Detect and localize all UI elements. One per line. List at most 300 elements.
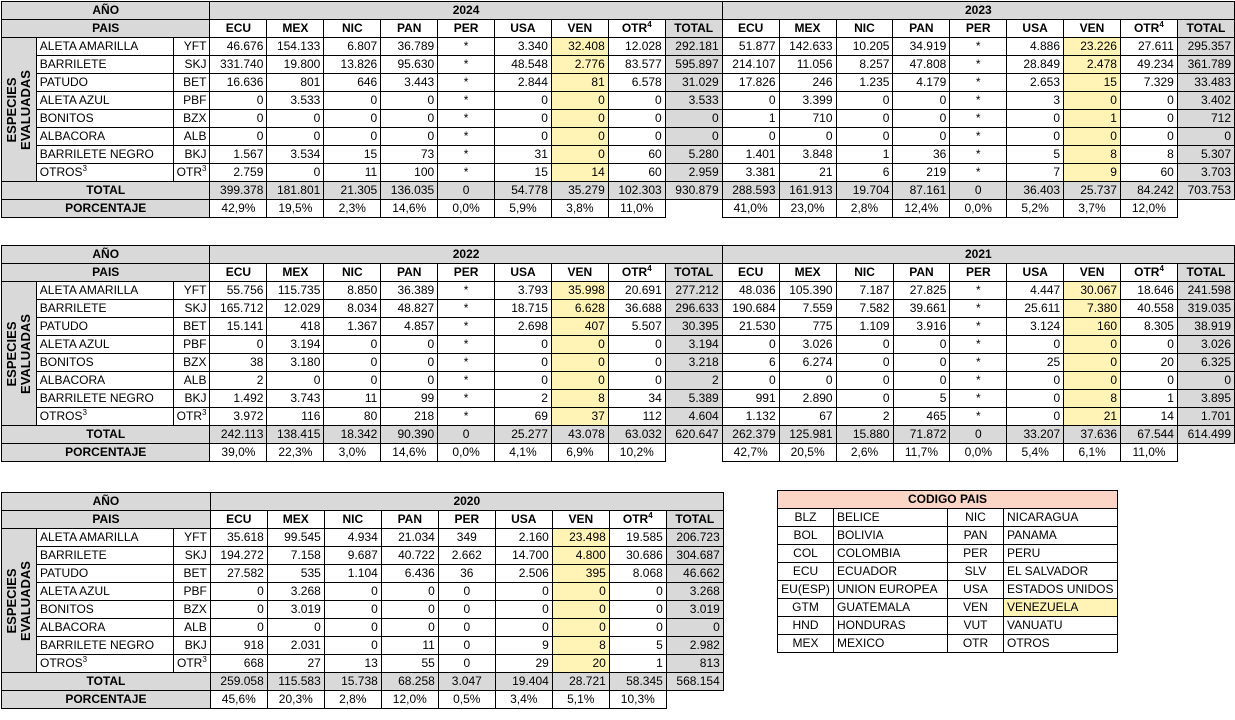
data-cell: 218 bbox=[381, 408, 438, 426]
country-header-nic: NIC bbox=[836, 20, 893, 38]
data-cell: 36.789 bbox=[381, 38, 438, 56]
data-cell: 0 bbox=[893, 110, 950, 128]
data-cell: 0 bbox=[836, 336, 893, 354]
data-cell: 0 bbox=[1007, 110, 1064, 128]
data-cell: 0 bbox=[438, 655, 495, 673]
data-cell: 20 bbox=[1121, 354, 1178, 372]
data-cell: 4.857 bbox=[381, 318, 438, 336]
data-cell: 36 bbox=[438, 565, 495, 583]
data-cell: 30.067 bbox=[1064, 282, 1121, 300]
country-header-text: OTR bbox=[1134, 265, 1160, 279]
species-code-text: BET bbox=[183, 75, 207, 89]
country-header-total: TOTAL bbox=[1177, 20, 1234, 38]
data-cell: 292.181 bbox=[665, 38, 722, 56]
data-cell: 0 bbox=[438, 601, 495, 619]
data-cell: 2 bbox=[836, 408, 893, 426]
percentage-cell: 22,3% bbox=[267, 444, 324, 462]
data-cell: 112 bbox=[608, 408, 665, 426]
species-name bbox=[37, 637, 174, 655]
data-cell: 918 bbox=[210, 637, 267, 655]
data-cell: 8 bbox=[551, 390, 608, 408]
total-cell: 0 bbox=[438, 182, 495, 200]
data-cell: * bbox=[950, 318, 1007, 336]
data-cell: 21 bbox=[1064, 408, 1121, 426]
species-code-text: ALB bbox=[183, 373, 207, 387]
species-code bbox=[173, 390, 210, 408]
data-cell: 646 bbox=[324, 74, 381, 92]
country-header-ecu: ECU bbox=[210, 20, 267, 38]
data-cell: 2.698 bbox=[495, 318, 552, 336]
data-cell: 11 bbox=[381, 637, 438, 655]
data-cell: * bbox=[950, 146, 1007, 164]
data-cell: 55.756 bbox=[210, 282, 267, 300]
country-header-usa: USA bbox=[495, 20, 552, 38]
data-cell: 3.793 bbox=[495, 282, 552, 300]
species-name bbox=[36, 372, 173, 390]
country-header-per: PER bbox=[438, 20, 495, 38]
data-cell: * bbox=[950, 128, 1007, 146]
data-cell: 0 bbox=[893, 128, 950, 146]
data-cell: 16.636 bbox=[210, 74, 267, 92]
data-cell: 241.598 bbox=[1177, 282, 1234, 300]
data-cell: 0 bbox=[893, 92, 950, 110]
data-cell: 4.447 bbox=[1007, 282, 1064, 300]
data-cell: 712 bbox=[1177, 110, 1234, 128]
total-cell: 399.378 bbox=[210, 182, 267, 200]
data-cell: 8 bbox=[1120, 146, 1177, 164]
data-cell: 83.577 bbox=[608, 56, 665, 74]
data-cell: * bbox=[438, 164, 495, 182]
percentage-cell: 12,0% bbox=[381, 691, 438, 709]
country-header-mex: MEX bbox=[267, 264, 324, 282]
data-cell: 2 bbox=[210, 372, 267, 390]
total-cell: 19.704 bbox=[836, 182, 893, 200]
data-cell: 465 bbox=[893, 408, 950, 426]
total-cell: 54.778 bbox=[495, 182, 552, 200]
country-header-ven: VEN bbox=[551, 20, 608, 38]
data-cell: 3.533 bbox=[665, 92, 722, 110]
species-code-text: PBF bbox=[183, 584, 207, 598]
data-cell: 11.056 bbox=[779, 56, 836, 74]
data-cell: 295.357 bbox=[1177, 38, 1234, 56]
total-cell: 90.390 bbox=[381, 426, 438, 444]
data-cell: 0 bbox=[210, 336, 267, 354]
country-code: EU(ESP) bbox=[778, 581, 834, 599]
country-header-nic: NIC bbox=[324, 511, 381, 529]
data-cell: * bbox=[438, 110, 495, 128]
data-cell: 6.628 bbox=[551, 300, 608, 318]
country-header-ven: VEN bbox=[552, 511, 609, 529]
total-label: TOTAL bbox=[2, 182, 210, 200]
data-cell: 0 bbox=[324, 583, 381, 601]
data-cell: 3.268 bbox=[666, 583, 723, 601]
country-header-ven: VEN bbox=[551, 264, 608, 282]
data-cell: 30.686 bbox=[609, 547, 666, 565]
species-name-text: ALETA AZUL bbox=[40, 584, 110, 598]
data-cell: 9 bbox=[495, 637, 552, 655]
data-cell: 19.800 bbox=[267, 56, 324, 74]
species-code bbox=[173, 354, 210, 372]
total-cell: 614.499 bbox=[1177, 426, 1234, 444]
species-name bbox=[36, 92, 173, 110]
total-label: TOTAL bbox=[2, 673, 211, 691]
data-cell: 407 bbox=[551, 318, 608, 336]
footnote-mark: 3 bbox=[202, 164, 207, 173]
codigo-pais-block bbox=[777, 490, 1118, 653]
data-cell: 0 bbox=[1007, 336, 1064, 354]
footnote-mark: 3 bbox=[202, 408, 207, 417]
data-cell: 0 bbox=[609, 601, 666, 619]
data-cell: 17.826 bbox=[722, 74, 779, 92]
data-cell: 0 bbox=[836, 390, 893, 408]
data-cell: * bbox=[950, 164, 1007, 182]
country-header-ven: VEN bbox=[1064, 264, 1121, 282]
pais-label: PAIS bbox=[2, 511, 211, 529]
total-cell: 115.583 bbox=[267, 673, 324, 691]
data-cell: 0 bbox=[210, 92, 267, 110]
percentage-cell: 14,6% bbox=[381, 444, 438, 462]
country-header-pan: PAN bbox=[381, 511, 438, 529]
data-cell: * bbox=[438, 74, 495, 92]
data-cell: 100 bbox=[381, 164, 438, 182]
percentage-cell: 12,4% bbox=[893, 200, 950, 218]
data-cell: 12.028 bbox=[608, 38, 665, 56]
total-cell: 0 bbox=[950, 426, 1007, 444]
especies-evaluadas-label bbox=[2, 282, 37, 426]
data-cell: 12.029 bbox=[267, 300, 324, 318]
especies-evaluadas-text bbox=[5, 561, 33, 641]
percentage-cell: 11,7% bbox=[893, 444, 950, 462]
data-cell: 0 bbox=[836, 354, 893, 372]
total-cell: 102.303 bbox=[608, 182, 665, 200]
species-name bbox=[36, 282, 173, 300]
species-code-text: SKJ bbox=[184, 548, 207, 562]
especies-evaluadas-text bbox=[5, 70, 33, 150]
country-name: MEXICO bbox=[834, 635, 948, 653]
footnote-mark: 4 bbox=[1159, 264, 1164, 273]
data-cell: 3.703 bbox=[1177, 164, 1234, 182]
species-code-text: SKJ bbox=[184, 57, 207, 71]
data-cell: 0 bbox=[893, 354, 950, 372]
total-cell: 19.404 bbox=[495, 673, 552, 691]
data-cell: 0 bbox=[381, 336, 438, 354]
country-name: VANUATU bbox=[1004, 617, 1118, 635]
percentage-cell: 5,9% bbox=[495, 200, 552, 218]
data-cell: 60 bbox=[1120, 164, 1177, 182]
data-cell: 3.218 bbox=[665, 354, 722, 372]
species-code bbox=[174, 547, 211, 565]
total-cell: 43.078 bbox=[551, 426, 608, 444]
species-code bbox=[173, 300, 210, 318]
data-cell: 0 bbox=[438, 637, 495, 655]
data-cell: 8 bbox=[1064, 390, 1121, 408]
data-cell: 10.205 bbox=[836, 38, 893, 56]
percentage-cell: 3,8% bbox=[551, 200, 608, 218]
data-cell: 0 bbox=[608, 92, 665, 110]
species-code bbox=[173, 282, 210, 300]
data-cell: 0 bbox=[608, 336, 665, 354]
data-cell: 3.194 bbox=[665, 336, 722, 354]
data-cell: 0 bbox=[552, 583, 609, 601]
data-cell: 0 bbox=[381, 583, 438, 601]
country-code: MEX bbox=[778, 635, 834, 653]
country-name: GUATEMALA bbox=[834, 599, 948, 617]
species-name bbox=[36, 336, 173, 354]
species-name bbox=[36, 318, 173, 336]
species-name-text: BARRILETE NEGRO bbox=[40, 638, 155, 652]
species-name bbox=[36, 110, 173, 128]
data-cell: 2.959 bbox=[665, 164, 722, 182]
porcentaje-label: PORCENTAJE bbox=[2, 691, 211, 709]
country-name: COLOMBIA bbox=[834, 545, 948, 563]
percentage-cell: 10,3% bbox=[609, 691, 666, 709]
data-cell: 4.886 bbox=[1007, 38, 1064, 56]
country-code: NIC bbox=[948, 509, 1004, 527]
porcentaje-label: PORCENTAJE bbox=[2, 200, 210, 218]
data-cell: 5 bbox=[893, 390, 950, 408]
species-code bbox=[173, 146, 210, 164]
data-cell: 2 bbox=[495, 390, 552, 408]
total-cell: 930.879 bbox=[665, 182, 722, 200]
anio-label: AÑO bbox=[2, 493, 211, 511]
data-cell: 0 bbox=[267, 128, 324, 146]
total-cell: 125.981 bbox=[779, 426, 836, 444]
year-header-y2021: 2021 bbox=[722, 246, 1234, 264]
data-cell: 48.036 bbox=[722, 282, 779, 300]
data-cell: 33.483 bbox=[1177, 74, 1234, 92]
species-code bbox=[173, 164, 210, 182]
country-name: EL SALVADOR bbox=[1004, 563, 1118, 581]
species-code-text: BZX bbox=[183, 111, 207, 125]
data-cell: 0 bbox=[779, 128, 836, 146]
country-code: USA bbox=[948, 581, 1004, 599]
percentage-cell: 5,2% bbox=[1007, 200, 1064, 218]
evaluadas-label: EVALUADAS bbox=[17, 69, 33, 150]
data-cell: 60 bbox=[608, 164, 665, 182]
country-header-total: TOTAL bbox=[666, 511, 723, 529]
species-code bbox=[173, 336, 210, 354]
data-cell: 1 bbox=[722, 110, 779, 128]
data-cell: * bbox=[950, 92, 1007, 110]
data-cell: 2 bbox=[665, 372, 722, 390]
species-code-text: BZX bbox=[183, 355, 207, 369]
country-code: OTR bbox=[948, 635, 1004, 653]
species-code bbox=[174, 637, 211, 655]
species-name-text: BARRILETE NEGRO bbox=[39, 147, 154, 161]
country-code: PAN bbox=[948, 527, 1004, 545]
total-cell: 21.305 bbox=[324, 182, 381, 200]
species-code bbox=[174, 655, 211, 673]
data-cell: * bbox=[950, 38, 1007, 56]
country-name: ESTADOS UNIDOS bbox=[1004, 581, 1118, 599]
data-cell: 3.019 bbox=[267, 601, 324, 619]
total-cell: 58.345 bbox=[609, 673, 666, 691]
total-cell: 262.379 bbox=[722, 426, 779, 444]
data-cell: * bbox=[950, 372, 1007, 390]
empty-cell bbox=[1177, 444, 1234, 462]
data-cell: 304.687 bbox=[666, 547, 723, 565]
data-cell: 0 bbox=[1177, 372, 1234, 390]
country-code: VEN bbox=[948, 599, 1004, 617]
percentage-cell: 42,7% bbox=[722, 444, 779, 462]
data-cell: * bbox=[950, 282, 1007, 300]
data-cell: * bbox=[438, 38, 495, 56]
country-code: SLV bbox=[948, 563, 1004, 581]
data-cell: 0 bbox=[267, 164, 324, 182]
country-header-otr bbox=[608, 20, 665, 38]
data-cell: * bbox=[438, 300, 495, 318]
percentage-cell: 6,9% bbox=[551, 444, 608, 462]
data-cell: 0 bbox=[551, 372, 608, 390]
species-code bbox=[173, 56, 210, 74]
country-header-per: PER bbox=[438, 511, 495, 529]
data-cell: 0 bbox=[1064, 354, 1121, 372]
data-cell: 6.578 bbox=[608, 74, 665, 92]
country-header-text: OTR bbox=[622, 512, 649, 526]
country-header-pan: PAN bbox=[893, 264, 950, 282]
data-cell: 15 bbox=[1064, 74, 1121, 92]
total-cell: 568.154 bbox=[666, 673, 723, 691]
data-cell: 3.340 bbox=[495, 38, 552, 56]
data-cell: 69 bbox=[495, 408, 552, 426]
total-cell: 84.242 bbox=[1120, 182, 1177, 200]
country-header-total: TOTAL bbox=[665, 264, 722, 282]
data-cell: 0 bbox=[1064, 92, 1121, 110]
data-cell: 2.890 bbox=[779, 390, 836, 408]
data-cell: 0 bbox=[381, 619, 438, 637]
data-cell: 0 bbox=[1007, 372, 1064, 390]
data-cell: 0 bbox=[210, 110, 267, 128]
especies-evaluadas-text bbox=[5, 314, 33, 394]
total-cell: 68.258 bbox=[381, 673, 438, 691]
footnote-mark: 4 bbox=[647, 20, 652, 29]
year-header-y2023: 2023 bbox=[722, 2, 1234, 20]
species-code bbox=[174, 583, 211, 601]
data-cell: * bbox=[438, 56, 495, 74]
data-cell: 3.848 bbox=[779, 146, 836, 164]
data-cell: 418 bbox=[267, 318, 324, 336]
data-cell: 0 bbox=[1007, 408, 1064, 426]
country-header-text: OTR bbox=[621, 265, 648, 279]
data-cell: 1.104 bbox=[324, 565, 381, 583]
data-cell: 8.850 bbox=[324, 282, 381, 300]
data-cell: 27 bbox=[267, 655, 324, 673]
data-cell: 0 bbox=[1121, 372, 1178, 390]
data-cell: * bbox=[950, 390, 1007, 408]
country-header-mex: MEX bbox=[267, 20, 324, 38]
data-cell: 0 bbox=[324, 372, 381, 390]
evaluadas-label: EVALUADAS bbox=[17, 313, 33, 394]
data-cell: 0 bbox=[1064, 372, 1121, 390]
country-name: PERU bbox=[1004, 545, 1118, 563]
data-cell: 246 bbox=[779, 74, 836, 92]
percentage-cell: 11,0% bbox=[1121, 444, 1178, 462]
data-cell: 27.582 bbox=[210, 565, 267, 583]
total-cell: 161.913 bbox=[779, 182, 836, 200]
data-cell: 1.132 bbox=[722, 408, 779, 426]
data-cell: 0 bbox=[495, 128, 552, 146]
data-cell: 1.235 bbox=[836, 74, 893, 92]
data-cell: 3.026 bbox=[1177, 336, 1234, 354]
data-cell: * bbox=[438, 318, 495, 336]
species-name-text: PATUDO bbox=[40, 566, 89, 580]
data-cell: 1.492 bbox=[210, 390, 267, 408]
data-cell: 0 bbox=[552, 601, 609, 619]
data-cell: 0 bbox=[836, 110, 893, 128]
species-name bbox=[37, 529, 174, 547]
data-cell: 15.141 bbox=[210, 318, 267, 336]
data-cell: 3.534 bbox=[267, 146, 324, 164]
country-code: ECU bbox=[778, 563, 834, 581]
species-name-text: PATUDO bbox=[39, 319, 89, 333]
data-cell: 0 bbox=[267, 372, 324, 390]
data-cell: 0 bbox=[551, 110, 608, 128]
species-code bbox=[174, 565, 211, 583]
especies-label: ESPECIES bbox=[3, 76, 19, 143]
country-name: VENEZUELA bbox=[1004, 599, 1118, 617]
data-cell: 154.133 bbox=[267, 38, 324, 56]
data-cell: 0 bbox=[324, 92, 381, 110]
data-cell: 3.026 bbox=[779, 336, 836, 354]
data-cell: * bbox=[438, 336, 495, 354]
data-cell: 34.919 bbox=[893, 38, 950, 56]
data-cell: 46.676 bbox=[210, 38, 267, 56]
country-code: BLZ bbox=[778, 509, 834, 527]
data-cell: 14 bbox=[1121, 408, 1178, 426]
percentage-cell: 2,3% bbox=[324, 200, 381, 218]
footnote-mark: 3 bbox=[202, 655, 207, 664]
species-code-text: BET bbox=[183, 566, 207, 580]
species-code-text: BZX bbox=[183, 602, 207, 616]
percentage-cell: 12,0% bbox=[1120, 200, 1177, 218]
empty-cell bbox=[665, 200, 722, 218]
data-cell: 0 bbox=[722, 128, 779, 146]
data-cell: 0 bbox=[1007, 390, 1064, 408]
pais-label: PAIS bbox=[2, 20, 210, 38]
percentage-cell: 3,7% bbox=[1064, 200, 1121, 218]
especies-label: ESPECIES bbox=[4, 567, 19, 634]
total-cell: 138.415 bbox=[267, 426, 324, 444]
data-cell: 67 bbox=[779, 408, 836, 426]
percentage-cell: 5,4% bbox=[1007, 444, 1064, 462]
data-cell: 0 bbox=[551, 92, 608, 110]
species-name bbox=[36, 128, 173, 146]
percentage-cell: 5,1% bbox=[552, 691, 609, 709]
total-cell: 15.738 bbox=[324, 673, 381, 691]
species-name-text: ALETA AMARILLA bbox=[40, 530, 139, 544]
data-cell: 34 bbox=[608, 390, 665, 408]
data-cell: 710 bbox=[779, 110, 836, 128]
species-name bbox=[36, 354, 173, 372]
data-cell: 2.478 bbox=[1064, 56, 1121, 74]
data-cell: 32.408 bbox=[551, 38, 608, 56]
data-cell: 27.825 bbox=[893, 282, 950, 300]
data-cell: 3.399 bbox=[779, 92, 836, 110]
data-cell: 4.179 bbox=[893, 74, 950, 92]
total-cell: 25.737 bbox=[1064, 182, 1121, 200]
data-cell: 38.919 bbox=[1177, 318, 1234, 336]
species-name bbox=[36, 164, 173, 182]
data-cell: 0 bbox=[1120, 110, 1177, 128]
data-cell: 2.776 bbox=[551, 56, 608, 74]
data-cell: 0 bbox=[608, 128, 665, 146]
species-code-text: PBF bbox=[183, 337, 207, 351]
data-cell: 2.653 bbox=[1007, 74, 1064, 92]
data-cell: 775 bbox=[779, 318, 836, 336]
species-name bbox=[37, 565, 174, 583]
percentage-cell: 6,1% bbox=[1064, 444, 1121, 462]
evaluadas-label: EVALUADAS bbox=[18, 560, 33, 641]
